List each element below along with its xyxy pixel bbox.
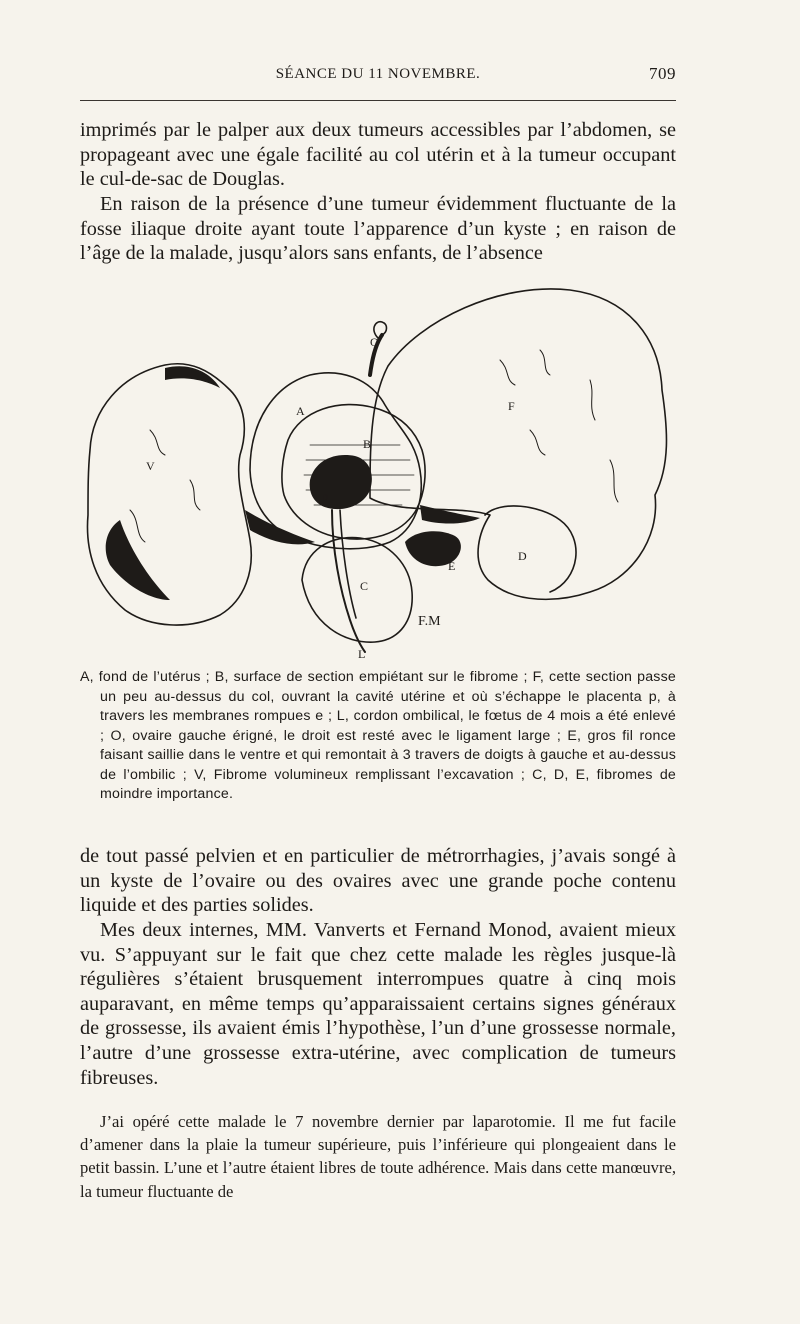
label-p: p xyxy=(322,489,328,503)
label-f: F xyxy=(508,399,515,413)
paragraph-5-small: J’ai opéré cette malade le 7 novembre dernier par laparotomie. Il me fut facile d’amener dans la plaie la tumeur supérieure, puis l’inférieure qui plongeaient dans le petit bassin. L’une et l’autre étaient libres de toute adhérence. Mais dans cette manœuvre, la tumeur fluctuante de xyxy=(80,1112,676,1201)
page-header xyxy=(80,62,676,92)
running-head: SÉANCE DU 11 NOVEMBRE. xyxy=(275,66,481,82)
header-rule xyxy=(80,100,676,101)
uterus-fibroma-junction-shading xyxy=(420,505,480,524)
umbilical-cord-inner xyxy=(340,510,356,618)
fibroma-v-shadow xyxy=(106,520,170,600)
uterine-cavity xyxy=(310,455,372,509)
ligament-shading xyxy=(245,510,315,544)
paragraph-2: En raison de la présence d’une tumeur évidemment fluctuante de la fosse iliaque droite ayant toute l’apparence d’un kyste ; en raison de l’âge de la malade, jusqu’alors sans enfants, de l’absence xyxy=(80,193,676,265)
label-o: O xyxy=(370,335,379,349)
label-v: V xyxy=(146,459,155,473)
fibroma-v-shadow-top xyxy=(165,366,220,388)
paragraph-3: de tout passé pelvien et en particulier de métrorrhagies, j’avais songé à un kyste de l’ovaire ou des ovaires avec une grande poche contenu liquide et des parties solides. xyxy=(80,845,676,917)
fibroma-d-outline xyxy=(485,506,576,592)
label-l: L xyxy=(358,647,366,661)
label-e: E xyxy=(448,559,456,573)
fibroma-v-outline xyxy=(87,364,251,625)
artist-signature: F.M xyxy=(418,614,441,629)
anatomical-figure xyxy=(70,280,680,665)
paragraph-1: imprimés par le palper aux deux tumeurs accessibles par l’abdomen, se propageant avec une égale facilité au col utérin et à la tumeur occupant le cul-de-sac de Douglas. xyxy=(80,119,676,191)
figure-caption-text: A, fond de l’utérus ; B, surface de section empiétant sur le fibrome ; F, cette section passe un peu au-dessus du col, ouvrant la cavité utérine et où s’échappe le placenta p, à travers les membranes rompues e ; L, cordon ombilical, le fœtus de 4 mois a été enlevé ; O, ovaire gauche érigné, le droit est resté avec le ligament large ; E, gros fil ronce faisant saillie dans le ventre et qui remontait à 3 travers de doigts à gauche et au-dessus de l’ombilic ; V, Fibrome volumineux remplissant l’excavation ; C, D, E, fibromes de moindre importance. xyxy=(80,669,676,802)
label-b: B xyxy=(363,437,372,451)
label-d: D xyxy=(518,549,527,563)
fibroma-c-outline xyxy=(302,538,412,643)
label-a: A xyxy=(296,404,305,418)
uterus-fibroma-illustration xyxy=(70,280,680,665)
figure-caption xyxy=(80,668,676,805)
page-number: 709 xyxy=(649,64,676,83)
paragraph-4: Mes deux internes, MM. Vanverts et Fernand Monod, avaient mieux vu. S’appuyant sur le fait que chez cette malade les règles jusque-là régulières s’étaient brusquement interrompues quatre à cinq mois auparavant, en même temps qu’apparaissaient certains signes généraux de grossesse, ils avaient émis l’hypothèse, l’un d’une grossesse normale, l’autre d’une grossesse extra-utérine, avec complication de tumeurs fibreuses. xyxy=(80,919,676,1089)
label-c: C xyxy=(360,579,369,593)
